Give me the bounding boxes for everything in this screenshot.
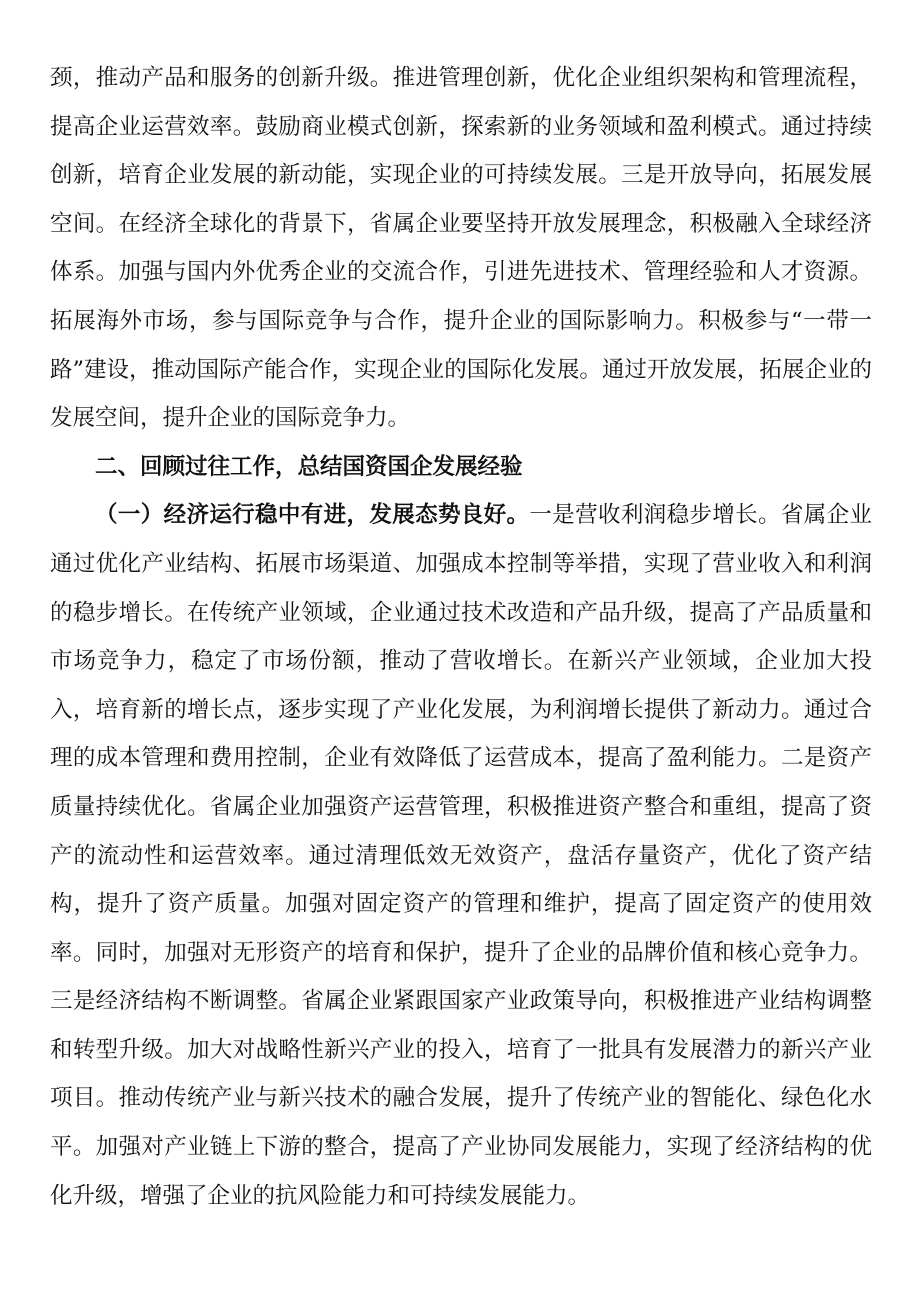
body-paragraph-2 — [50, 491, 872, 1220]
subsection-heading: （一）经济运行稳中有进，发展态势良好。 — [95, 502, 530, 529]
section-heading: 二、回顾过往工作，总结国资国企发展经验 — [95, 453, 523, 480]
body-paragraph-1: 颈，推动产品和服务的创新升级。推进管理创新，优化企业组织架构和管理流程，提高企业运营效率。鼓励商业模式创新，探索新的业务领域和盈利模式。通过持续创新，培育企业发展的新动能，实现企业的可持续发展。三是开放导向，拓展发展空间。在经济全球化的背景下，省属企业要坚持开放发展理念，积极融入全球经济体系。加强与国内外优秀企业的交流合作，引进先进技术、管理经验和人才资源。拓展海外市场，参与国际竞争与合作，提升企业的国际影响力。积极参与“一带一路”建设，推动国际产能合作，实现企业的国际化发展。通过开放发展，拓展企业的发展空间，提升企业的国际竞争力。 — [50, 65, 872, 432]
body-paragraph-2-text: 一是营收利润稳步增长。省属企业通过优化产业结构、拓展市场渠道、加强成本控制等举措，实现了营业收入和利润的稳步增长。在传统产业领域，企业通过技术改造和产品升级，提高了产品质量和市场竞争力，稳定了市场份额，推动了营收增长。在新兴产业领域，企业加大投入，培育新的增长点，逐步实现了产业化发展，为利润增长提供了新动力。通过合理的成本管理和费用控制，企业有效降低了运营成本，提高了盈利能力。二是资产质量持续优化。省属企业加强资产运营管理，积极推进资产整合和重组，提高了资产的流动性和运营效率。通过清理低效无效资产，盘活存量资产，优化了资产结构，提升了资产质量。加强对固定资产的管理和维护，提高了固定资产的使用效率。同时，加强对无形资产的培育和保护，提升了企业的品牌价值和核心竞争力。三是经济结构不断调整。省属企业紧跟国家产业政策导向，积极推进产业结构调整和转型升级。加大对战略性新兴产业的投入，培育了一批具有发展潜力的新兴产业项目。推动传统产业与新兴技术的融合发展，提升了传统产业的智能化、绿色化水平。加强对产业链上下游的整合，提高了产业协同发展能力，实现了经济结构的优化升级，增强了企业的抗风险能力和可持续发展能力。 — [50, 502, 872, 1209]
document-page — [50, 54, 872, 1220]
